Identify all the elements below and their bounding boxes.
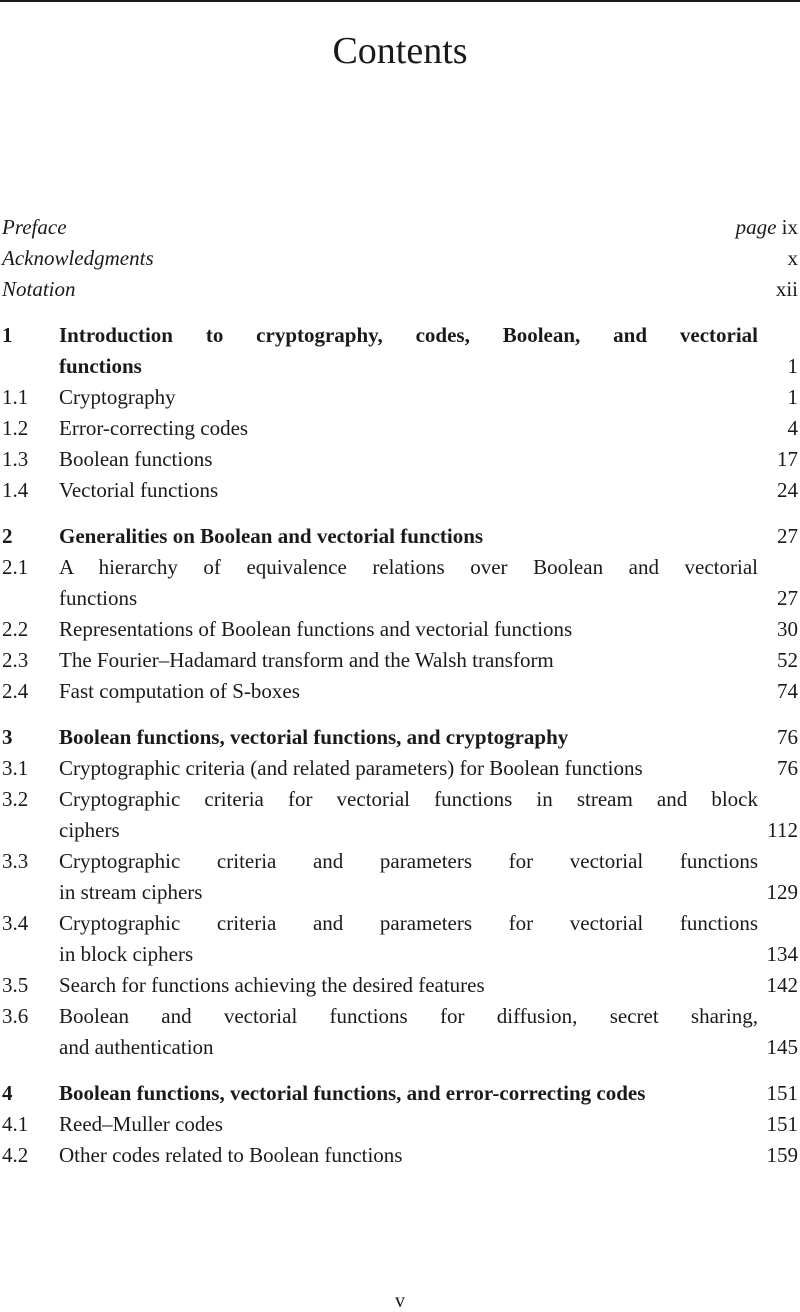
section-number: 4.2 <box>2 1143 29 1167</box>
toc-section[interactable] <box>2 1140 798 1171</box>
page-prefix: page <box>735 215 777 239</box>
chapter-title-cont: functions <box>59 354 142 378</box>
section-number: 4.1 <box>2 1112 29 1136</box>
section-number: 2.1 <box>2 555 29 579</box>
section-page: 129 <box>766 880 798 904</box>
toc-chapter-4[interactable] <box>2 1078 798 1109</box>
toc-section[interactable] <box>2 1001 798 1032</box>
chapter-title: Boolean functions, vectorial functions, and error-correcting codes <box>59 1081 646 1105</box>
toc-section-cont[interactable] <box>2 815 798 846</box>
toc-section[interactable] <box>2 645 798 676</box>
section-title-cont: in block ciphers <box>59 942 194 966</box>
section-title: Cryptographic criteria for vectorial functions in stream and block <box>59 787 758 811</box>
chapter-page: 151 <box>766 1081 798 1105</box>
toc-chapter-3[interactable] <box>2 722 798 753</box>
toc-section[interactable] <box>2 475 798 506</box>
toc-section-cont[interactable] <box>2 1032 798 1063</box>
chapter-title: Generalities on Boolean and vectorial functions <box>59 524 484 548</box>
section-page: 142 <box>766 973 798 997</box>
toc-chapter-2[interactable] <box>2 521 798 552</box>
page-number: v <box>395 1290 405 1312</box>
section-title: Cryptography <box>59 385 176 409</box>
section-number: 2.2 <box>2 617 29 641</box>
section-page: 145 <box>766 1035 798 1059</box>
section-page: 151 <box>766 1112 798 1136</box>
toc-section[interactable] <box>2 552 798 583</box>
section-title: Search for functions achieving the desired features <box>59 973 485 997</box>
section-number: 3.4 <box>2 911 29 935</box>
section-number: 1.2 <box>2 416 29 440</box>
chapter-page: 76 <box>777 725 798 749</box>
toc-chapter-1-cont[interactable] <box>2 351 798 382</box>
section-number: 3.1 <box>2 756 29 780</box>
chapter-page: 1 <box>787 354 798 378</box>
section-title: Cryptographic criteria and parameters for vectorial functions <box>59 911 758 935</box>
section-page: 159 <box>766 1143 798 1167</box>
section-title: Representations of Boolean functions and vectorial functions <box>59 617 573 641</box>
section-number: 3.5 <box>2 973 29 997</box>
entry-page: xii <box>775 277 798 301</box>
toc-section-cont[interactable] <box>2 877 798 908</box>
toc-section[interactable] <box>2 614 798 645</box>
chapter-page: 27 <box>777 524 798 548</box>
section-title: A hierarchy of equivalence relations over Boolean and vectorial <box>59 555 758 579</box>
section-title: Other codes related to Boolean functions <box>59 1143 403 1167</box>
section-title: Reed–Muller codes <box>59 1112 223 1136</box>
section-page: 52 <box>777 648 798 672</box>
section-title: Boolean and vectorial functions for diffusion, secret sharing, <box>59 1004 758 1028</box>
toc-section-cont[interactable] <box>2 583 798 614</box>
toc-section[interactable] <box>2 1109 798 1140</box>
section-page: 1 <box>787 385 798 409</box>
toc-section[interactable] <box>2 413 798 444</box>
toc-section[interactable] <box>2 444 798 475</box>
toc-section[interactable] <box>2 382 798 413</box>
section-page: 27 <box>777 586 798 610</box>
section-page: 30 <box>777 617 798 641</box>
chapter-number: 4 <box>2 1081 13 1105</box>
section-number: 3.3 <box>2 849 29 873</box>
chapter-title: Introduction to cryptography, codes, Boolean, and vectorial <box>59 323 758 347</box>
entry-page: x <box>787 246 798 270</box>
toc-chapter-1[interactable] <box>2 320 798 351</box>
section-number: 1.1 <box>2 385 29 409</box>
section-page: 112 <box>767 818 798 842</box>
toc-section[interactable] <box>2 970 798 1001</box>
chapter-number: 2 <box>2 524 13 548</box>
section-title-cont: ciphers <box>59 818 120 842</box>
section-page: 76 <box>777 756 798 780</box>
section-number: 3.2 <box>2 787 29 811</box>
entry-title: Acknowledgments <box>2 246 154 270</box>
toc-front-notation[interactable] <box>2 274 798 305</box>
toc-front-preface[interactable] <box>2 212 798 243</box>
section-page: 74 <box>777 679 798 703</box>
section-page: 24 <box>777 478 798 502</box>
toc-section[interactable] <box>2 753 798 784</box>
chapter-title: Boolean functions, vectorial functions, and cryptography <box>59 725 569 749</box>
section-title-cont: and authentication <box>59 1035 214 1059</box>
section-number: 1.3 <box>2 447 29 471</box>
toc-section[interactable] <box>2 676 798 707</box>
section-title-cont: functions <box>59 586 138 610</box>
toc-section-cont[interactable] <box>2 939 798 970</box>
chapter-number: 3 <box>2 725 13 749</box>
section-title: Boolean functions <box>59 447 213 471</box>
entry-title: Preface <box>2 215 67 239</box>
section-title: Cryptographic criteria (and related parameters) for Boolean functions <box>59 756 643 780</box>
section-title: Fast computation of S-boxes <box>59 679 300 703</box>
section-title: The Fourier–Hadamard transform and the Walsh transform <box>59 648 554 672</box>
table-of-contents <box>2 212 798 1171</box>
section-page: 4 <box>787 416 798 440</box>
entry-page: ix <box>781 215 798 239</box>
section-number: 2.3 <box>2 648 29 672</box>
section-page: 134 <box>766 942 798 966</box>
top-rule <box>0 0 800 2</box>
section-number: 3.6 <box>2 1004 29 1028</box>
section-number: 1.4 <box>2 478 29 502</box>
chapter-number: 1 <box>2 323 13 347</box>
section-title: Vectorial functions <box>59 478 219 502</box>
section-title: Cryptographic criteria and parameters for vectorial functions <box>59 849 758 873</box>
toc-section[interactable] <box>2 908 798 939</box>
entry-title: Notation <box>2 277 76 301</box>
section-page: 17 <box>777 447 798 471</box>
section-title: Error-correcting codes <box>59 416 249 440</box>
toc-section[interactable] <box>2 784 798 815</box>
page-title: Contents <box>332 30 468 72</box>
toc-section[interactable] <box>2 846 798 877</box>
toc-front-acknowledgments[interactable] <box>2 243 798 274</box>
section-title-cont: in stream ciphers <box>59 880 203 904</box>
section-number: 2.4 <box>2 679 29 703</box>
